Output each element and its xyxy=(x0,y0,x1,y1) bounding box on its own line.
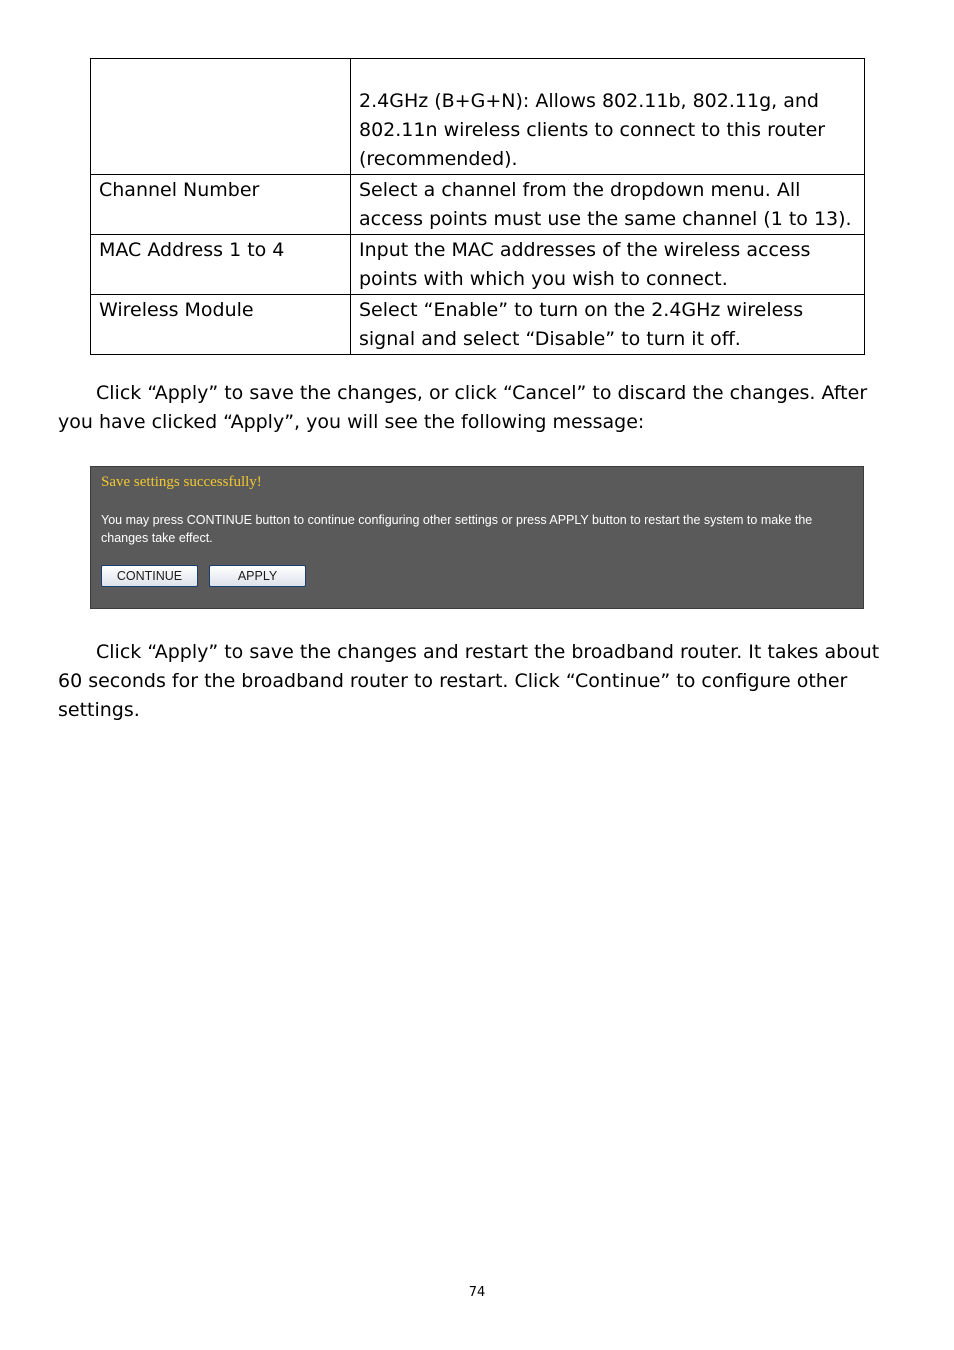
table-row xyxy=(91,235,865,295)
parameter-cell: Wireless Module xyxy=(91,295,351,355)
description-cell: Select “Enable” to turn on the 2.4GHz wireless signal and select “Disable” to turn it off. xyxy=(351,295,865,355)
parameter-cell xyxy=(91,59,351,175)
dialog-title: Save settings successfully! xyxy=(101,474,262,490)
apply-button[interactable]: APPLY xyxy=(209,565,306,587)
save-settings-dialog xyxy=(90,466,864,609)
table-row xyxy=(91,175,865,235)
restart-instructions-text: Click “Apply” to save the changes and restart the broadband router. It takes about 60 seconds for the broadband router to restart. Click “Continue” to configure other settings. xyxy=(58,641,880,721)
continue-button[interactable]: CONTINUE xyxy=(101,565,198,587)
settings-table xyxy=(90,58,865,355)
apply-instructions-paragraph xyxy=(58,379,888,437)
table-row xyxy=(91,295,865,355)
description-cell: Input the MAC addresses of the wireless access points with which you wish to connect. xyxy=(351,235,865,295)
description-cell: 2.4GHz (B+G+N): Allows 802.11b, 802.11g, and 802.11n wireless clients to connect to this router (recommended). xyxy=(351,59,865,175)
restart-instructions-paragraph xyxy=(58,638,888,725)
parameter-cell: Channel Number xyxy=(91,175,351,235)
description-cell: Select a channel from the dropdown menu. All access points must use the same channel (1 to 13). xyxy=(351,175,865,235)
dialog-message: You may press CONTINUE button to continue configuring other settings or press APPLY button to restart the system to make the changes take effect. xyxy=(101,513,813,545)
table-row xyxy=(91,59,865,175)
apply-instructions-text: Click “Apply” to save the changes, or click “Cancel” to discard the changes. After you have clicked “Apply”, you will see the following message: xyxy=(58,382,868,433)
page-number: 74 xyxy=(468,1285,486,1300)
parameter-cell: MAC Address 1 to 4 xyxy=(91,235,351,295)
